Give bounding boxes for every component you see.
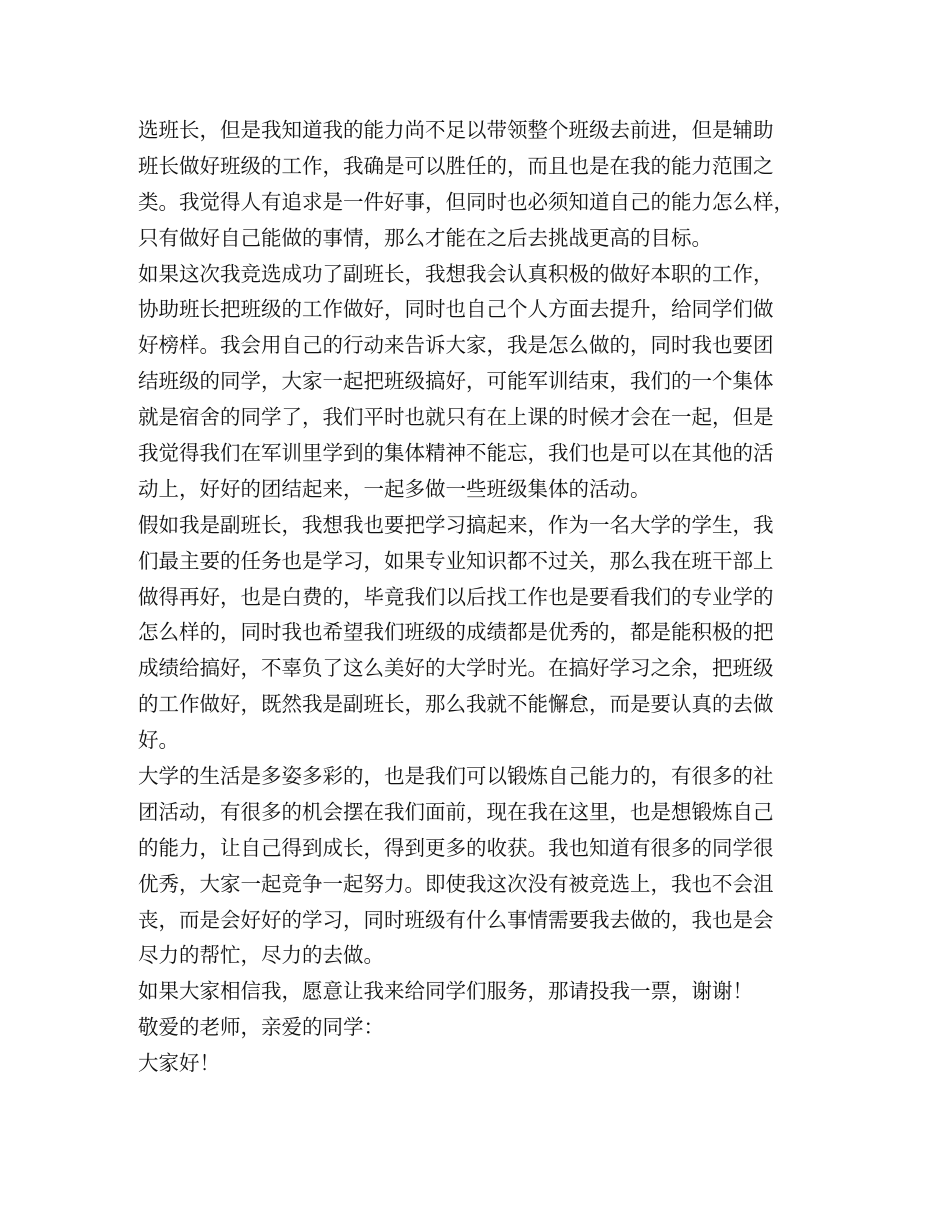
text-line: 班长做好班级的工作，我确是可以胜任的，而且也是在我的能力范围之	[138, 153, 774, 178]
text-line: 敬爱的老师，亲爱的同学：	[138, 1015, 384, 1040]
text-line: 的能力，让自己得到成长，得到更多的收获。我也知道有很多的同学很	[138, 835, 774, 860]
text-line: 结班级的同学，大家一起把班级搞好，可能军训结束，我们的一个集体	[138, 369, 774, 394]
text-line: 假如我是副班长，我想我也要把学习搞起来，作为一名大学的学生，我	[138, 512, 774, 537]
text-line: 优秀，大家一起竞争一起努力。即使我这次没有被竞选上，我也不会沮	[138, 871, 774, 896]
document-body	[138, 113, 818, 1082]
text-line: 动上，好好的团结起来，一起多做一些班级集体的活动。	[138, 476, 651, 501]
text-line: 大学的生活是多姿多彩的，也是我们可以锻炼自己能力的，有很多的社	[138, 764, 774, 789]
text-line: 们最主要的任务也是学习，如果专业知识都不过关，那么我在班干部上	[138, 548, 774, 573]
text-line: 丧，而是会好好的学习，同时班级有什么事情需要我去做的，我也是会	[138, 907, 774, 932]
text-line: 只有做好自己能做的事情，那么才能在之后去挑战更高的目标。	[138, 225, 712, 250]
text-line: 我觉得我们在军训里学到的集体精神不能忘，我们也是可以在其他的活	[138, 441, 774, 466]
text-line: 成绩给搞好，不辜负了这么美好的大学时光。在搞好学习之余，把班级	[138, 656, 774, 681]
text-line: 的工作做好，既然我是副班长，那么我就不能懈怠，而是要认真的去做	[138, 692, 774, 717]
text-line: 类。我觉得人有追求是一件好事，但同时也必须知道自己的能力怎么样，	[138, 189, 794, 214]
text-line: 如果这次我竞选成功了副班长，我想我会认真积极的做好本职的工作，	[138, 261, 774, 286]
text-line: 尽力的帮忙，尽力的去做。	[138, 943, 384, 968]
text-line: 大家好！	[138, 1051, 220, 1076]
text-line: 选班长，但是我知道我的能力尚不足以带领整个班级去前进，但是辅助	[138, 118, 774, 142]
text-line: 好榜样。我会用自己的行动来告诉大家，我是怎么做的，同时我也要团	[138, 333, 774, 358]
text-line: 协助班长把班级的工作做好，同时也自己个人方面去提升，给同学们做	[138, 297, 774, 322]
text-line: 好。	[138, 728, 179, 753]
text-line: 就是宿舍的同学了，我们平时也就只有在上课的时候才会在一起，但是	[138, 405, 774, 430]
text-line: 如果大家相信我，愿意让我来给同学们服务，那请投我一票，谢谢！	[138, 979, 753, 1004]
text-line: 怎么样的，同时我也希望我们班级的成绩都是优秀的，都是能积极的把	[138, 620, 774, 645]
text-line: 团活动，有很多的机会摆在我们面前，现在我在这里，也是想锻炼自己	[138, 799, 774, 824]
text-line: 做得再好，也是白费的，毕竟我们以后找工作也是要看我们的专业学的	[138, 584, 774, 609]
